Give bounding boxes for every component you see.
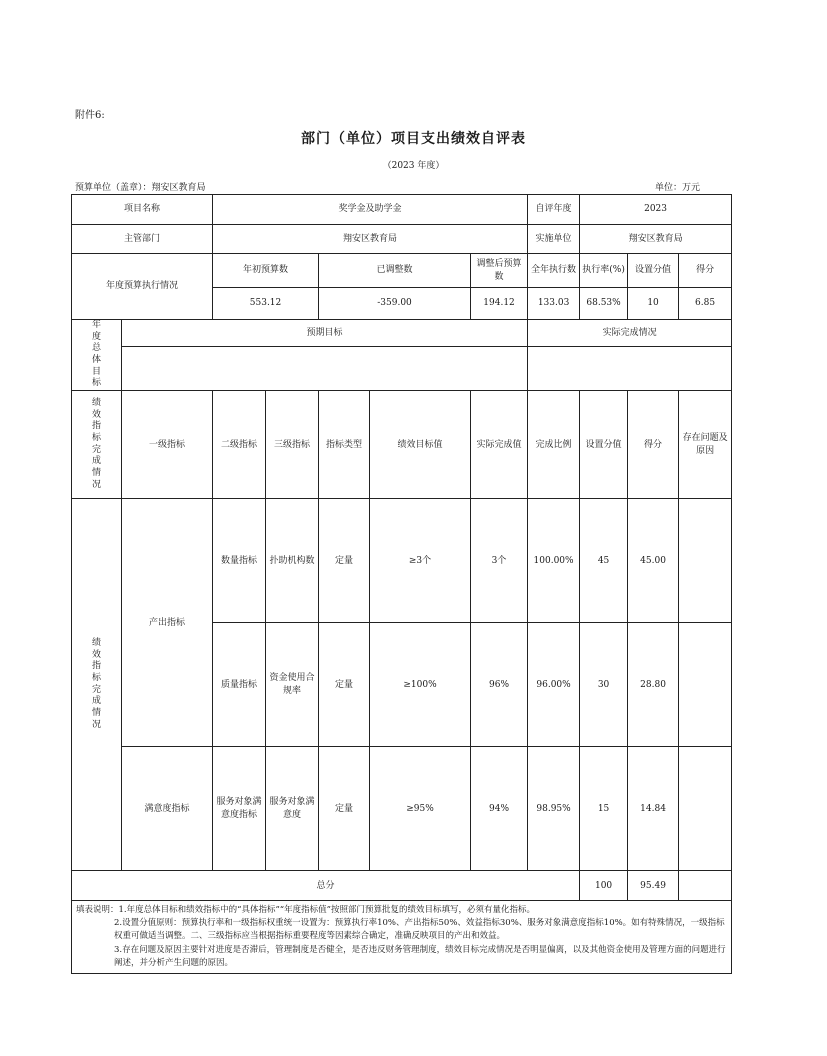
note-line: 3.存在问题及原因主要针对进度是否滞后，管理制度是否健全，是否违反财务管理制度，绩效目标完成情况是否明显偏离，以及其他资金使用及管理方面的问题进行阐述，并分析产生问题的原因。: [114, 944, 726, 968]
eval-year-value: 2023: [580, 195, 732, 225]
indicator-header-row: [72, 391, 732, 499]
indicator-header: 三级指标: [266, 391, 319, 499]
budget-row-label: 年度预算执行情况: [72, 254, 213, 320]
budget-value: 6.85: [679, 288, 732, 320]
budget-header: 年初预算数: [213, 254, 319, 288]
budget-header: 执行率(%): [580, 254, 628, 288]
budget-value: 10: [628, 288, 679, 320]
total-issue: [679, 871, 732, 901]
expected-goal-value: [122, 346, 528, 390]
indicator-body-label: 绩效指标完成情况: [72, 499, 122, 871]
total-row: [72, 871, 732, 901]
attachment-label: 附件6:: [75, 110, 105, 121]
ratio-cell: 100.00%: [528, 499, 580, 623]
indicator-header: 得分: [628, 391, 679, 499]
actual-goal-label: 实际完成情况: [528, 320, 732, 347]
actual-cell: 94%: [471, 747, 528, 871]
ratio-cell: 98.95%: [528, 747, 580, 871]
total-score-set: 100: [580, 871, 628, 901]
table-row: [72, 499, 732, 623]
budget-value: 133.03: [528, 288, 580, 320]
score-cell: 45.00: [628, 499, 679, 623]
indicator-header: 二级指标: [213, 391, 266, 499]
target-cell: ≥100%: [370, 623, 471, 747]
project-name-label: 项目名称: [72, 195, 213, 225]
level1-satisfaction: 满意度指标: [122, 747, 213, 871]
budget-header: 全年执行数: [528, 254, 580, 288]
budget-value: 68.53%: [580, 288, 628, 320]
type-cell: 定量: [319, 747, 370, 871]
impl-value: 翔安区教育局: [580, 225, 732, 254]
level2-cell: 质量指标: [213, 623, 266, 747]
total-score: 95.49: [628, 871, 679, 901]
level2-cell: 服务对象满意度指标: [213, 747, 266, 871]
issue-cell: [679, 623, 732, 747]
project-name-row: [72, 195, 732, 225]
issue-cell: [679, 499, 732, 623]
dept-value: 翔安区教育局: [213, 225, 528, 254]
indicator-header-label: 绩效指标完成情况: [72, 391, 122, 499]
indicator-header: 实际完成值: [471, 391, 528, 499]
dept-row: [72, 225, 732, 254]
note-line: 填表说明：1.年度总体目标和绩效指标中的“具体指标”“年度指标值”按照部门预算批复的绩效目标填写，必须有量化指标。: [76, 905, 535, 916]
total-label: 总分: [72, 871, 580, 901]
year-line: （2023 年度）: [382, 161, 445, 171]
indicator-header: 指标类型: [319, 391, 370, 499]
target-cell: ≥3个: [370, 499, 471, 623]
overall-goal-label: 年度总体目标: [72, 320, 122, 391]
actual-goal-value: [528, 346, 732, 390]
table-row: [72, 747, 732, 871]
actual-cell: 96%: [471, 623, 528, 747]
score-cell: 14.84: [628, 747, 679, 871]
target-cell: ≥95%: [370, 747, 471, 871]
score-set-cell: 30: [580, 623, 628, 747]
budget-value: 553.12: [213, 288, 319, 320]
level2-cell: 数量指标: [213, 499, 266, 623]
budget-header: 调整后预算数: [471, 254, 528, 288]
level3-cell: 扑助机构数: [266, 499, 319, 623]
goal-header-row: [72, 320, 732, 347]
expected-goal-label: 预期目标: [122, 320, 528, 347]
type-cell: 定量: [319, 499, 370, 623]
money-unit-label: 单位：万元: [655, 183, 701, 193]
issue-cell: [679, 747, 732, 871]
page-title: 部门（单位）项目支出绩效自评表: [301, 131, 526, 147]
score-set-cell: 45: [580, 499, 628, 623]
note-line: 2.设置分值原则：预算执行率和一级指标权重统一设置为：预算执行率10%、产出指标50%、效益指标30%、服务对象满意度指标10%。如有特殊情况，一级指标权重可做适当调整。二、三级指标应当根据指标重要程度等因素综合确定，准确反映项目的产出和效益。: [114, 918, 725, 942]
indicator-header: 完成比例: [528, 391, 580, 499]
type-cell: 定量: [319, 623, 370, 747]
level1-output: 产出指标: [122, 499, 213, 747]
budget-unit-label: 预算单位（盖章）：翔安区教育局: [75, 183, 206, 193]
level3-cell: 服务对象满意度: [266, 747, 319, 871]
indicator-header: 设置分值: [580, 391, 628, 499]
project-name-value: 奖学金及助学金: [213, 195, 528, 225]
notes-cell: [72, 901, 732, 974]
indicator-header: 绩效目标值: [370, 391, 471, 499]
budget-header: 设置分值: [628, 254, 679, 288]
goal-value-row: [72, 346, 732, 390]
evaluation-table: [71, 194, 732, 974]
budget-header: 已调整数: [319, 254, 471, 288]
impl-label: 实施单位: [528, 225, 580, 254]
dept-label: 主管部门: [72, 225, 213, 254]
ratio-cell: 96.00%: [528, 623, 580, 747]
score-cell: 28.80: [628, 623, 679, 747]
actual-cell: 3个: [471, 499, 528, 623]
notes-row: [72, 901, 732, 974]
indicator-header: 一级指标: [122, 391, 213, 499]
eval-year-label: 自评年度: [528, 195, 580, 225]
score-set-cell: 15: [580, 747, 628, 871]
budget-header-row: [72, 254, 732, 288]
level3-cell: 资金使用合规率: [266, 623, 319, 747]
budget-value: 194.12: [471, 288, 528, 320]
budget-header: 得分: [679, 254, 732, 288]
indicator-header: 存在问题及原因: [679, 391, 732, 499]
budget-value: -359.00: [319, 288, 471, 320]
